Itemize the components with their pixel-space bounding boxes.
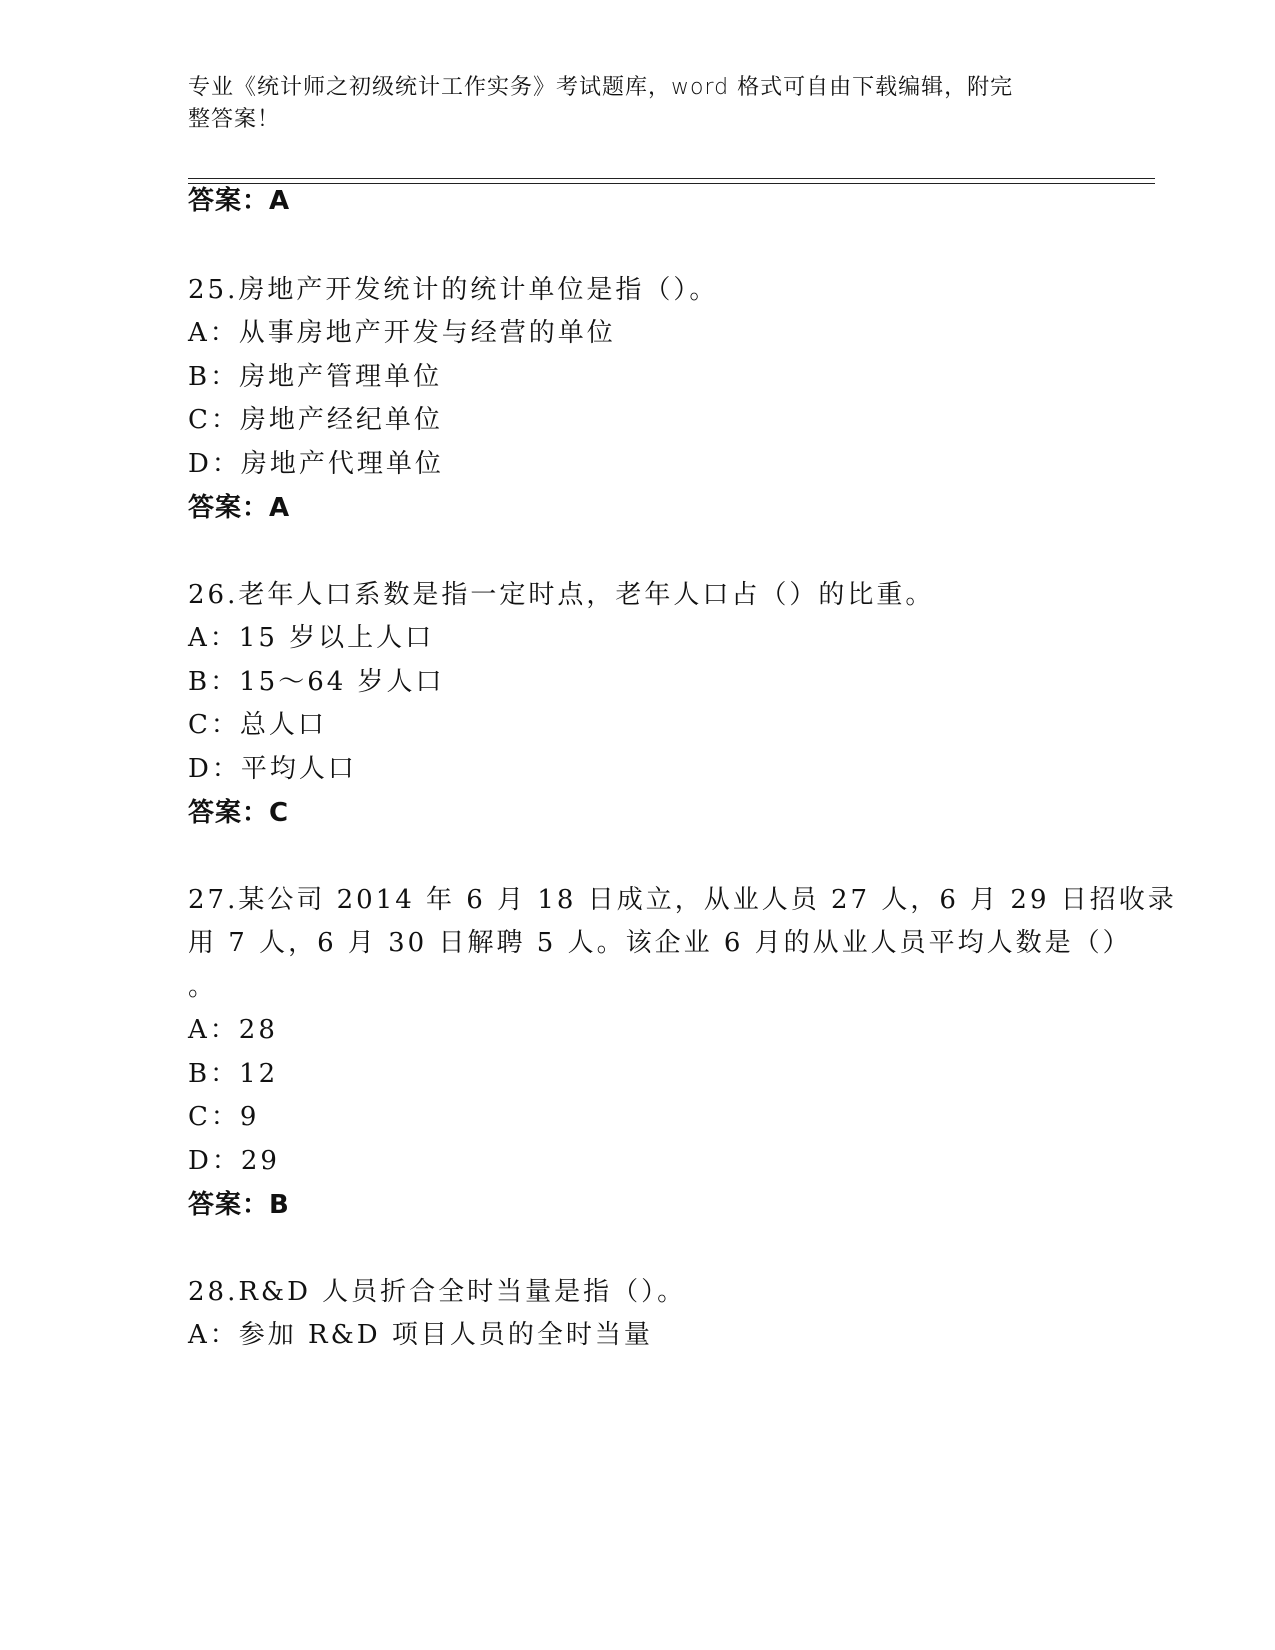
- question-stem: 25.房地产开发统计的统计单位是指（）。: [188, 275, 719, 305]
- answer: 答案：B: [188, 1190, 290, 1220]
- answer-prev: 答案：A: [188, 186, 291, 216]
- option-a: A：28: [188, 1015, 278, 1045]
- option-d: D：29: [188, 1146, 280, 1176]
- answer: 答案：A: [188, 493, 291, 523]
- document-header: [188, 72, 1068, 136]
- question-stem-line-1: 27.某公司 2014 年 6 月 18 日成立，从业人员 27 人，6 月 29 日招收录: [188, 885, 1177, 915]
- option-b: B：房地产管理单位: [188, 362, 443, 392]
- question-stem-line-3: 。: [188, 972, 218, 1002]
- answer: 答案：C: [188, 798, 290, 828]
- header-line-1: 专业《统计师之初级统计工作实务》考试题库，word 格式可自由下载编辑，附完: [188, 75, 1014, 100]
- option-b: B：12: [188, 1059, 279, 1089]
- option-a: A：参加 R&D 项目人员的全时当量: [188, 1320, 653, 1350]
- question-stem-line-2: 用 7 人，6 月 30 日解聘 5 人。该企业 6 月的从业人员平均人数是（）: [188, 928, 1132, 958]
- option-c: C：总人口: [188, 710, 327, 740]
- question-stem: 28.R&D 人员折合全时当量是指（）。: [188, 1277, 687, 1307]
- header-rule-bottom: [188, 183, 1155, 184]
- header-rule-top: [188, 178, 1155, 179]
- header-line-2: 整答案！: [188, 107, 281, 132]
- option-a: A：15 岁以上人口: [188, 623, 435, 653]
- option-b: B：15～64 岁人口: [188, 667, 445, 697]
- option-a: A：从事房地产开发与经营的单位: [188, 318, 616, 348]
- option-d: D：房地产代理单位: [188, 449, 444, 479]
- option-d: D：平均人口: [188, 754, 357, 784]
- question-stem: 26.老年人口系数是指一定时点，老年人口占（）的比重。: [188, 580, 935, 610]
- option-c: C：房地产经纪单位: [188, 405, 443, 435]
- option-c: C：9: [188, 1102, 260, 1132]
